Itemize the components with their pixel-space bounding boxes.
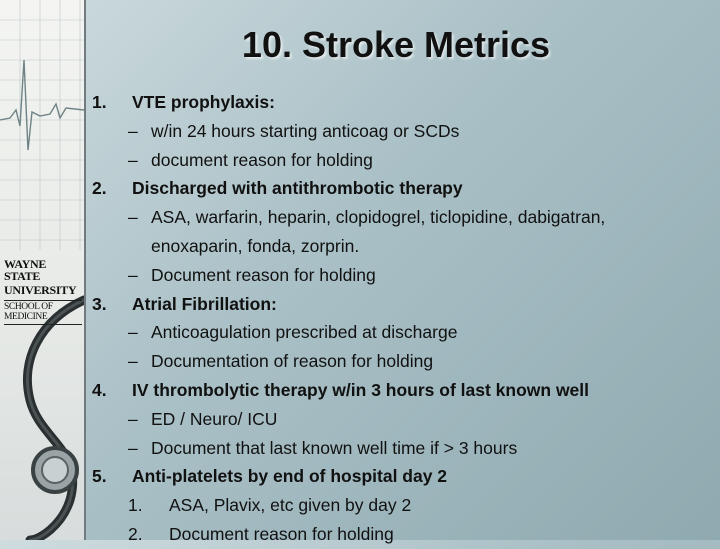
slide-title: 10. Stroke Metrics — [241, 24, 551, 65]
sub-item-text: Document reason for holding — [169, 523, 394, 544]
left-decorative-panel — [0, 0, 86, 540]
item-number: 2. — [92, 178, 107, 199]
sub-item — [92, 434, 712, 463]
dash-bullet: – — [128, 408, 138, 429]
slide-content — [92, 88, 712, 549]
dash-bullet: – — [128, 437, 138, 458]
sub-item-number: 2. — [128, 523, 143, 544]
sub-item-continuation — [92, 232, 712, 261]
dash-bullet: – — [128, 120, 138, 141]
item-number: 1. — [92, 92, 107, 112]
item-text: Anti-platelets by end of hospital day 2 — [132, 466, 448, 487]
university-logo — [4, 258, 82, 325]
logo-line-2: UNIVERSITY — [4, 283, 77, 297]
sub-item-text: Anticoagulation prescribed at discharge — [151, 322, 458, 343]
item-text: Discharged with antithrombotic therapy — [132, 178, 463, 199]
list-item-1 — [92, 88, 712, 117]
dash-bullet: – — [128, 149, 138, 170]
logo-line-3: SCHOOL OF MEDICINE — [4, 300, 82, 325]
list-item-3 — [92, 290, 712, 319]
sub-item-text: Documentation of reason for holding — [151, 351, 434, 372]
sub-item — [92, 146, 712, 175]
sub-item-continuation-text: enoxaparin, fonda, zorprin. — [151, 235, 360, 256]
sub-item-text: ASA, Plavix, etc given by day 2 — [169, 495, 412, 516]
sub-item — [92, 203, 712, 232]
list-item-5 — [92, 462, 712, 491]
item-text: Atrial Fibrillation: — [132, 293, 277, 314]
dash-bullet: – — [128, 207, 138, 228]
list-item-4 — [92, 376, 712, 405]
sub-item-text: Document that last known well time if > 3 hours — [151, 437, 518, 458]
sub-item — [92, 318, 712, 347]
stethoscope-tube — [27, 300, 84, 540]
numbered-sub-item — [92, 520, 712, 549]
item-text: VTE prophylaxis: — [132, 92, 275, 112]
item-number: 4. — [92, 379, 107, 400]
dash-bullet: – — [128, 264, 138, 285]
logo-line-1: WAYNE STATE — [4, 257, 47, 283]
sub-item-text: ED / Neuro/ ICU — [151, 408, 278, 429]
dash-bullet: – — [128, 351, 138, 372]
item-number: 3. — [92, 293, 107, 314]
sub-item-text: ASA, warfarin, heparin, clopidogrel, ticlopidine, dabigatran, — [151, 207, 606, 228]
dash-bullet: – — [128, 322, 138, 343]
sub-item-text: document reason for holding — [151, 149, 373, 170]
item-number: 5. — [92, 466, 107, 487]
ecg-trace — [0, 60, 84, 150]
sub-item — [92, 405, 712, 434]
item-text: IV thrombolytic therapy w/in 3 hours of last known well — [132, 379, 590, 400]
sub-item — [92, 347, 712, 376]
sub-item — [92, 261, 712, 290]
list-item-2 — [92, 174, 712, 203]
sub-item — [92, 117, 712, 146]
sub-item-text: Document reason for holding — [151, 264, 376, 285]
sub-item-text: w/in 24 hours starting anticoag or SCDs — [151, 120, 460, 141]
sub-item-number: 1. — [128, 495, 143, 516]
numbered-sub-item — [92, 491, 712, 520]
